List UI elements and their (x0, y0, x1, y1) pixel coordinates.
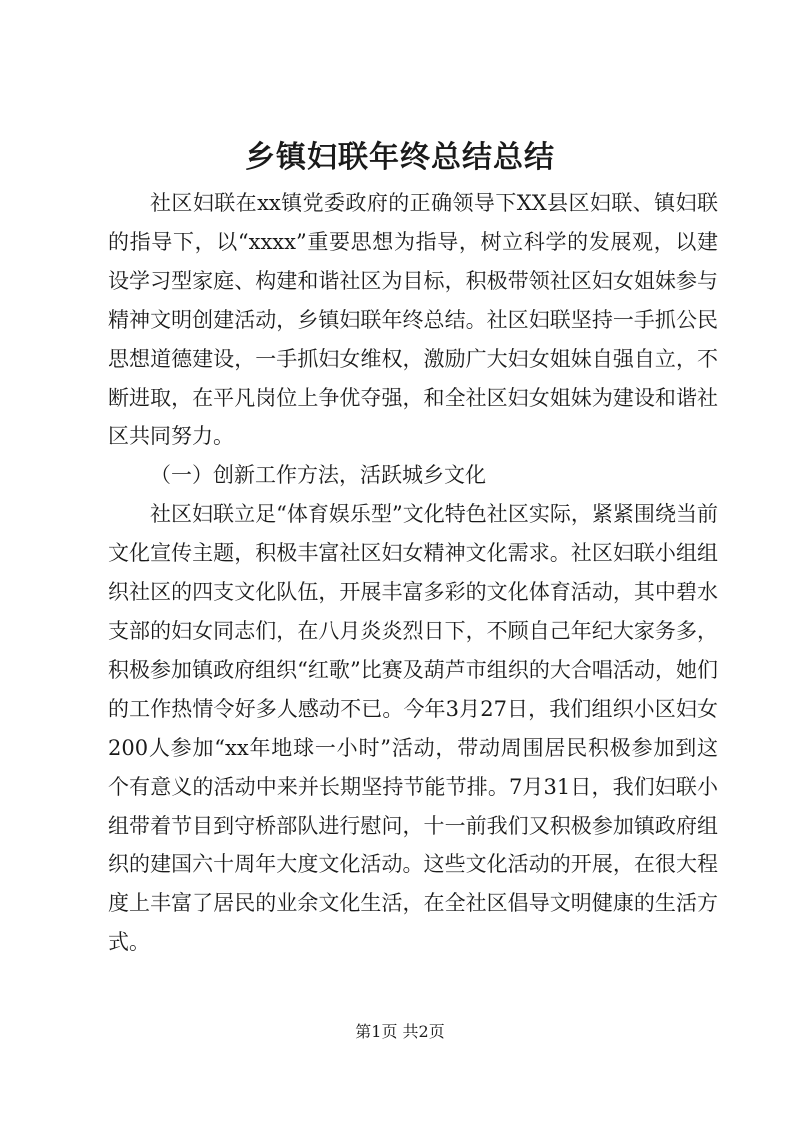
page-footer: 第1页 共2页 (355, 1022, 445, 1041)
paragraph-intro: 社区妇联在xx镇党委政府的正确领导下XX县区妇联、镇妇联的指导下，以“xxxx”重要思想为指导，树立科学的发展观，以建设学习型家庭、构建和谐社区为目标，积极带领社区妇女姐妹参与精神文明创建活动，乡镇妇联年终总结。社区妇联坚持一手抓公民思想道德建设，一手抓妇女维权，激励广大妇女姐妹自强自立，不断进取，在平凡岗位上争优夺强，和全社区妇女姐妹为建设和谐社区共同努力。 (108, 191, 718, 449)
document-body (108, 184, 718, 962)
section-heading: （一）创新工作方法，活跃城乡文化 (150, 463, 486, 488)
document-title: 乡镇妇联年终总结总结 (245, 140, 555, 175)
paragraph-culture: 社区妇联立足“体育娱乐型”文化特色社区实际，紧紧围绕当前文化宣传主题，积极丰富社区妇女精神文化需求。社区妇联小组组织社区的四支文化队伍，开展丰富多彩的文化体育活动，其中碧水支部的妇女同志们，在八月炎炎烈日下，不顾自己年纪大家务多，积极参加镇政府组织“红歌”比赛及葫芦市组织的大合唱活动，她们的工作热情令好多人感动不已。今年3月27日，我们组织小区妇女200人参加“xx年地球一小时”活动，带动周围居民积极参加到这个有意义的活动中来并长期坚持节能节排。7月31日，我们妇联小组带着节目到守桥部队进行慰问，十一前我们又积极参加镇政府组织的建国六十周年大度文化活动。这些文化活动的开展，在很大程度上丰富了居民的业余文化生活，在全社区倡导文明健康的生活方式。 (108, 502, 718, 955)
